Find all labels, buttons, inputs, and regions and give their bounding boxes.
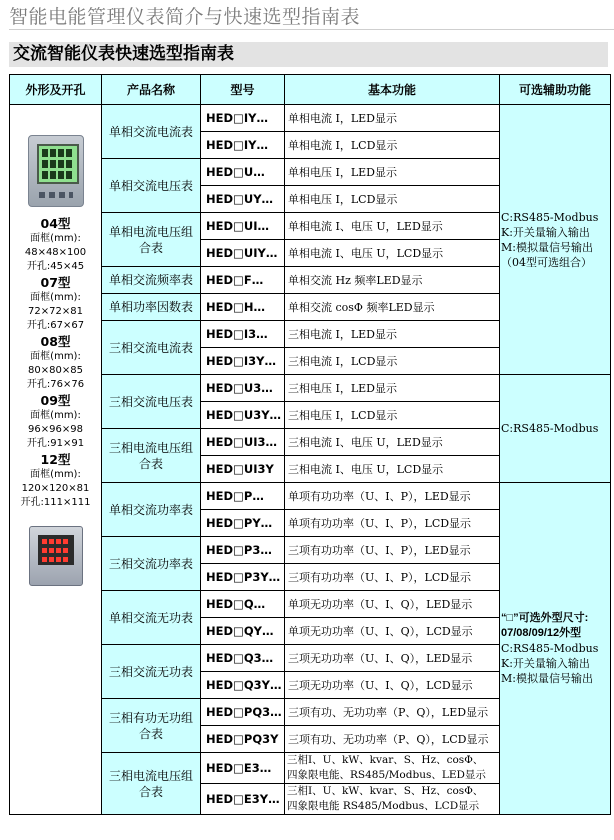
shape-cell bbox=[10, 105, 102, 815]
aux-line: K:开关量输入输出 bbox=[501, 657, 590, 670]
aux-line: M:模拟量信号输出 bbox=[501, 672, 593, 685]
aux-function-cell bbox=[500, 483, 611, 815]
model-code: HED□U3Y… bbox=[201, 402, 285, 429]
header-aux-function: 可选辅助功能 bbox=[500, 75, 611, 105]
function-line: 三相I、U、kW、kvar、S、Hz、cosΦ、 bbox=[287, 754, 484, 766]
model-code: HED□I3… bbox=[201, 321, 285, 348]
frame-size: 96×96×98 bbox=[28, 424, 83, 435]
product-name: 单相功率因数表 bbox=[102, 294, 201, 321]
model-code: HED□IY… bbox=[201, 132, 285, 159]
basic-function: 三相电压 I，LED显示 bbox=[285, 375, 500, 402]
basic-function: 单相交流 cosΦ 频率LED显示 bbox=[285, 294, 500, 321]
model-code: HED□UI3… bbox=[201, 429, 285, 456]
shape-type: 08型 bbox=[40, 334, 71, 349]
product-name: 三相交流功率表 bbox=[102, 537, 201, 591]
basic-function: 三相电流 I、电压 U，LED显示 bbox=[285, 429, 500, 456]
header-model: 型号 bbox=[201, 75, 285, 105]
basic-function: 三项有功功率（U、I、P），LED显示 bbox=[285, 537, 500, 564]
section-title: 交流智能仪表快速选型指南表 bbox=[9, 42, 608, 67]
basic-function: 单项有功功率（U、I、P），LCD显示 bbox=[285, 510, 500, 537]
header-basic-function: 基本功能 bbox=[285, 75, 500, 105]
aux-title-line: 07/08/09/12外型 bbox=[501, 627, 582, 639]
frame-size: 72×72×81 bbox=[28, 306, 83, 317]
function-line: 四象限电能 RS485/Modbus、LCD显示 bbox=[287, 800, 480, 812]
aux-line: C:RS485-Modbus bbox=[501, 210, 599, 224]
header-product-name: 产品名称 bbox=[102, 75, 201, 105]
basic-function: 单相电流 I，LCD显示 bbox=[285, 132, 500, 159]
frame-label: 面框(mm): bbox=[30, 410, 81, 421]
basic-function: 单项有功功率（U、I、P），LED显示 bbox=[285, 483, 500, 510]
basic-function: 三相电流 I、电压 U，LCD显示 bbox=[285, 456, 500, 483]
model-code: HED□UY… bbox=[201, 186, 285, 213]
title-divider bbox=[9, 29, 614, 30]
aux-function-cell bbox=[500, 375, 611, 483]
model-code: HED□U3… bbox=[201, 375, 285, 402]
page-title: 智能电能管理仪表简介与快速选型指南表 bbox=[9, 6, 361, 28]
product-name: 单相交流频率表 bbox=[102, 267, 201, 294]
basic-function: 三项有功、无功功率（P、Q），LED显示 bbox=[285, 699, 500, 726]
basic-function: 单相交流 Hz 频率LED显示 bbox=[285, 267, 500, 294]
basic-function bbox=[285, 753, 500, 784]
aux-line: K:开关量输入输出 bbox=[501, 225, 590, 239]
basic-function: 三项有功功率（U、I、P），LCD显示 bbox=[285, 564, 500, 591]
shape-type: 09型 bbox=[40, 393, 71, 408]
aux-line: C:RS485-Modbus bbox=[501, 642, 599, 655]
product-name: 三相交流电流表 bbox=[102, 321, 201, 375]
header-shape: 外形及开孔 bbox=[10, 75, 102, 105]
model-code: HED□Q3… bbox=[201, 645, 285, 672]
model-code: HED□U… bbox=[201, 159, 285, 186]
shape-type: 12型 bbox=[40, 452, 71, 467]
model-code: HED□PQ3… bbox=[201, 699, 285, 726]
meter-image-lcd bbox=[28, 135, 84, 207]
product-name: 单相交流功率表 bbox=[102, 483, 201, 537]
aux-title-line: “□”可选外型尺寸: bbox=[501, 612, 589, 624]
cutout-size: 开孔:76×76 bbox=[26, 379, 85, 390]
model-code: HED□IY… bbox=[201, 105, 285, 132]
selection-table bbox=[9, 74, 611, 815]
product-name: 三相交流无功表 bbox=[102, 645, 201, 699]
basic-function: 单相电压 I，LED显示 bbox=[285, 159, 500, 186]
shape-type: 04型 bbox=[40, 216, 71, 231]
basic-function: 三项无功功率（U、I、Q），LCD显示 bbox=[285, 672, 500, 699]
aux-line: C:RS485-Modbus bbox=[501, 422, 599, 435]
frame-size: 80×80×85 bbox=[28, 365, 83, 376]
cutout-size: 开孔:67×67 bbox=[26, 320, 85, 331]
model-code: HED□QY… bbox=[201, 618, 285, 645]
basic-function: 三相电流 I，LCD显示 bbox=[285, 348, 500, 375]
basic-function: 三项有功、无功功率（P、Q），LCD显示 bbox=[285, 726, 500, 753]
aux-function-cell bbox=[500, 105, 611, 375]
basic-function: 三项无功功率（U、I、Q），LED显示 bbox=[285, 645, 500, 672]
frame-size: 48×48×100 bbox=[24, 247, 87, 258]
cutout-size: 开孔:111×111 bbox=[20, 497, 91, 508]
cutout-size: 开孔:45×45 bbox=[26, 261, 85, 272]
shape-type: 07型 bbox=[40, 275, 71, 290]
frame-size: 120×120×81 bbox=[21, 483, 90, 494]
basic-function: 单相电流 I、电压 U，LCD显示 bbox=[285, 240, 500, 267]
product-name: 单相交流电流表 bbox=[102, 105, 201, 159]
model-code: HED□F… bbox=[201, 267, 285, 294]
basic-function: 单相电流 I、电压 U，LED显示 bbox=[285, 213, 500, 240]
frame-label: 面框(mm): bbox=[30, 233, 81, 244]
model-code: HED□UI3Y bbox=[201, 456, 285, 483]
table-row bbox=[10, 105, 611, 132]
model-code: HED□P3… bbox=[201, 537, 285, 564]
model-code: HED□P3Y… bbox=[201, 564, 285, 591]
model-code: HED□E3Y… bbox=[201, 784, 285, 815]
product-name: 三相交流电压表 bbox=[102, 375, 201, 429]
product-name: 三相电流电压组合表 bbox=[102, 429, 201, 483]
model-code: HED□PQ3Y bbox=[201, 726, 285, 753]
model-code: HED□I3Y… bbox=[201, 348, 285, 375]
function-line: 三相I、U、kW、kvar、S、Hz、cosΦ、 bbox=[287, 785, 484, 797]
product-name: 单相交流电压表 bbox=[102, 159, 201, 213]
model-code: HED□P… bbox=[201, 483, 285, 510]
basic-function: 单相电压 I，LCD显示 bbox=[285, 186, 500, 213]
model-code: HED□H… bbox=[201, 294, 285, 321]
model-code: HED□UI… bbox=[201, 213, 285, 240]
cutout-size: 开孔:91×91 bbox=[26, 438, 85, 449]
frame-label: 面框(mm): bbox=[30, 351, 81, 362]
basic-function: 单相电流 I，LED显示 bbox=[285, 105, 500, 132]
basic-function bbox=[285, 784, 500, 815]
model-code: HED□UIY… bbox=[201, 240, 285, 267]
model-code: HED□Q… bbox=[201, 591, 285, 618]
product-name: 单相电流电压组合表 bbox=[102, 213, 201, 267]
meter-image-led bbox=[29, 526, 83, 586]
basic-function: 单项无功功率（U、I、Q），LED显示 bbox=[285, 591, 500, 618]
aux-line: （04型可选组合） bbox=[501, 255, 592, 269]
product-name: 单相交流无功表 bbox=[102, 591, 201, 645]
basic-function: 三相电压 I，LCD显示 bbox=[285, 402, 500, 429]
model-code: HED□PY… bbox=[201, 510, 285, 537]
product-name: 三相电流电压组合表 bbox=[102, 753, 201, 815]
product-name: 三相有功无功组合表 bbox=[102, 699, 201, 753]
basic-function: 单项无功功率（U、I、Q），LCD显示 bbox=[285, 618, 500, 645]
frame-label: 面框(mm): bbox=[30, 292, 81, 303]
aux-line: M:模拟量信号输出 bbox=[501, 240, 593, 254]
model-code: HED□E3… bbox=[201, 753, 285, 784]
model-code: HED□Q3Y… bbox=[201, 672, 285, 699]
basic-function: 三相电流 I，LED显示 bbox=[285, 321, 500, 348]
table-header-row bbox=[10, 75, 611, 105]
function-line: 四象限电能、RS485/Modbus、LED显示 bbox=[287, 769, 486, 781]
frame-label: 面框(mm): bbox=[30, 469, 81, 480]
